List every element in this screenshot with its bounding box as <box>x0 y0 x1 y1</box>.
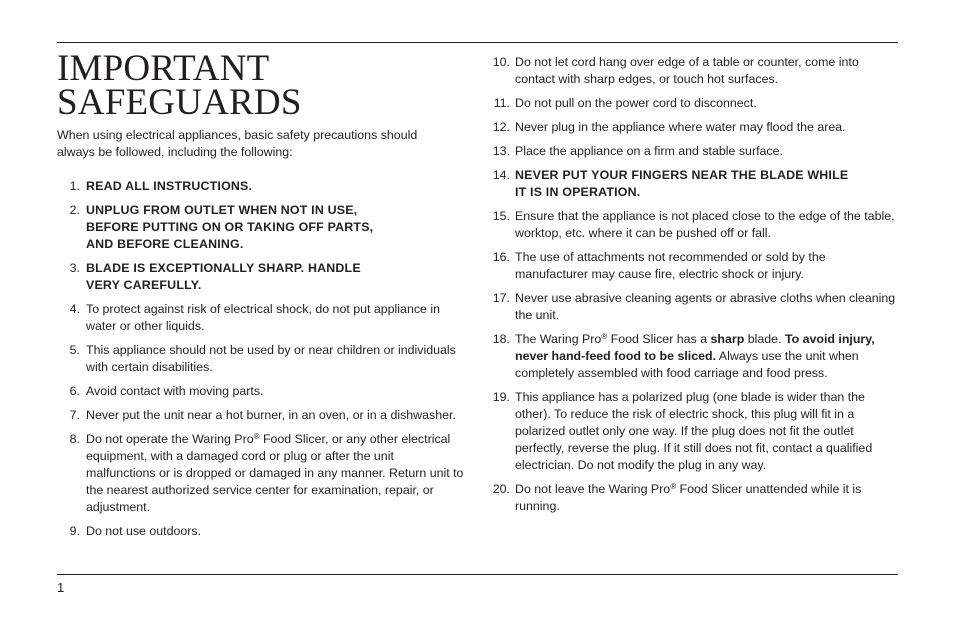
item-text: Avoid contact with moving parts. <box>86 384 264 398</box>
safeguard-item-14 <box>491 167 898 201</box>
item-text <box>515 482 861 513</box>
item-text: This appliance has a polarized plug (one blade is wider than the other). To reduce the risk of electric shock, this plug will fit in a polarized outlet only one way. If the plug does not fit the outlet perfectly, reverse the plug. If it still does not fit, contact a qualified electrician. Do not modify the plug in any way. <box>515 390 873 472</box>
safeguard-item-8 <box>66 431 466 516</box>
top-rule <box>57 42 898 43</box>
safeguard-item-15 <box>491 208 898 242</box>
item-number: 7. <box>69 408 80 422</box>
item-text-part: Food Slicer has a <box>607 332 711 346</box>
safeguard-item-9 <box>66 523 466 540</box>
item-number: 16. <box>492 250 510 264</box>
item-text: Never put the unit near a hot burner, in an oven, or in a dishwasher. <box>86 408 456 422</box>
item-number: 1. <box>69 179 80 193</box>
safeguard-item-11 <box>491 95 898 112</box>
safeguards-list-left <box>66 178 466 547</box>
safeguard-item-2 <box>66 202 466 253</box>
safeguards-list-right <box>491 54 898 522</box>
registered-mark: ® <box>670 482 677 491</box>
item-text-line: VERY CAREFULLY. <box>86 278 202 292</box>
item-text-line: UNPLUG FROM OUTLET WHEN NOT IN USE, <box>86 203 358 217</box>
page-number: 1 <box>57 580 65 595</box>
item-text-part: Do not operate the Waring Pro <box>86 432 254 446</box>
item-text: Do not let cord hang over edge of a table or counter, come into contact with sharp edges, or touch hot surfaces. <box>515 55 859 86</box>
item-text-emphasis: sharp <box>710 332 745 346</box>
item-text-part: The Waring Pro <box>515 332 602 346</box>
item-text <box>515 332 875 380</box>
item-text: To protect against risk of electrical shock, do not put appliance in water or other liquids. <box>86 302 441 333</box>
safeguard-item-5 <box>66 342 466 376</box>
item-number: 14. <box>492 168 510 182</box>
item-text: READ ALL INSTRUCTIONS. <box>86 179 253 193</box>
item-text: Ensure that the appliance is not placed close to the edge of the table, worktop, etc. where it can be pushed off or fall. <box>515 209 895 240</box>
item-number: 17. <box>492 291 510 305</box>
safeguard-item-3 <box>66 260 466 294</box>
item-number: 4. <box>69 302 80 316</box>
item-text-part: Food Slicer unattended while it is running. <box>515 482 862 513</box>
item-text: Do not pull on the power cord to disconnect. <box>515 96 757 110</box>
safeguard-item-13 <box>491 143 898 160</box>
item-number: 10. <box>492 55 510 69</box>
item-number: 2. <box>69 203 80 217</box>
item-number: 20. <box>492 482 510 496</box>
safeguard-item-1 <box>66 178 466 195</box>
item-number: 8. <box>69 432 80 446</box>
item-number: 5. <box>69 343 80 357</box>
item-number: 6. <box>69 384 80 398</box>
item-text-line: IT IS IN OPERATION. <box>515 185 641 199</box>
safeguard-item-7 <box>66 407 466 424</box>
safeguard-item-20 <box>491 481 898 515</box>
title-line-1: IMPORTANT <box>57 48 270 89</box>
intro-paragraph: When using electrical appliances, basic safety precautions should always be followed, including the following: <box>57 128 418 159</box>
item-text-line: BEFORE PUTTING ON OR TAKING OFF PARTS, <box>86 220 374 234</box>
safeguard-item-16 <box>491 249 898 283</box>
item-text: Place the appliance on a firm and stable surface. <box>515 144 783 158</box>
item-text: The use of attachments not recommended or sold by the manufacturer may cause fire, electric shock or injury. <box>515 250 826 281</box>
safeguard-item-18 <box>491 331 898 382</box>
registered-mark: ® <box>253 432 260 441</box>
item-text-part: blade. <box>744 332 785 346</box>
item-text-line: BLADE IS EXCEPTIONALLY SHARP. HANDLE <box>86 261 361 275</box>
registered-mark: ® <box>601 332 608 341</box>
item-number: 9. <box>69 524 80 538</box>
item-text: Do not use outdoors. <box>86 524 202 538</box>
item-number: 11. <box>493 96 510 110</box>
safeguard-item-10 <box>491 54 898 88</box>
item-number: 13. <box>492 144 510 158</box>
title-line-2: SAFEGUARDS <box>57 82 302 123</box>
item-text: Never use abrasive cleaning agents or abrasive cloths when cleaning the unit. <box>515 291 896 322</box>
safeguard-item-4 <box>66 301 466 335</box>
item-number: 12. <box>492 120 510 134</box>
bottom-rule <box>57 574 898 575</box>
item-text: Never plug in the appliance where water may flood the area. <box>515 120 846 134</box>
item-text-part: Do not leave the Waring Pro <box>515 482 671 496</box>
item-text-line: AND BEFORE CLEANING. <box>86 237 244 251</box>
item-number: 15. <box>492 209 510 223</box>
safeguard-item-6 <box>66 383 466 400</box>
safeguard-item-17 <box>491 290 898 324</box>
safeguard-item-12 <box>491 119 898 136</box>
item-text: This appliance should not be used by or near children or individuals with certain disabilities. <box>86 343 456 374</box>
item-text-emphasis: To avoid injury, never hand-feed food to be sliced. <box>515 332 875 363</box>
item-text-part: Always use the unit when completely assembled with food carriage and food press. <box>515 349 859 380</box>
item-number: 18. <box>492 332 510 346</box>
item-text <box>86 432 463 514</box>
page-title <box>57 48 457 123</box>
item-number: 3. <box>69 261 80 275</box>
item-text-line: NEVER PUT YOUR FINGERS NEAR THE BLADE WHILE <box>515 168 849 182</box>
item-number: 19. <box>492 390 510 404</box>
safeguard-item-19 <box>491 389 898 474</box>
item-text-part: Food Slicer, or any other electrical equipment, with a damaged cord or plug or after the unit malfunctions or is dropped or damaged in any manner. Return unit to the nearest authorized service center for examination, repair, or adjustment. <box>86 432 464 514</box>
